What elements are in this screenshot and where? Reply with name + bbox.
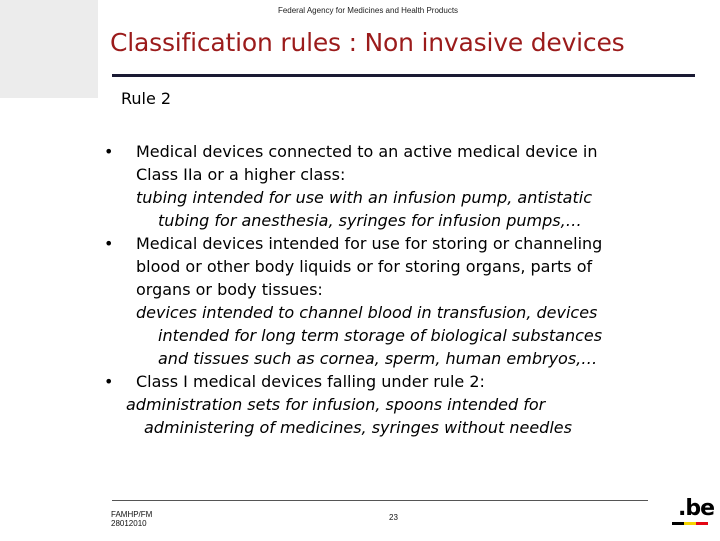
agency-name: Federal Agency for Medicines and Health Products — [277, 6, 459, 15]
footer-divider — [112, 500, 648, 501]
bullet-icon: • — [104, 372, 114, 391]
slide-body — [104, 140, 670, 439]
slide-title: Classification rules : Non invasive devices — [110, 28, 625, 57]
bullet-1-example-line1: tubing intended for use with an infusion pump, antistatic — [136, 188, 592, 207]
bullet-3-text-line1: Class I medical devices falling under rule 2: — [136, 372, 485, 391]
bullet-2-text-line1: Medical devices intended for use for storing or channeling — [136, 234, 603, 253]
bullet-item-3 — [104, 370, 670, 393]
bullet-2-text-line3: organs or body tissues: — [136, 280, 323, 299]
footer-org-code: FAMHP/FM — [111, 510, 153, 519]
page-number: 23 — [389, 513, 398, 522]
flag-stripe-red — [696, 522, 708, 525]
bullet-item-1 — [104, 140, 670, 163]
bullet-item-2 — [104, 232, 670, 255]
bullet-1-example-line2: tubing for anesthesia, syringes for infusion pumps,… — [158, 211, 582, 230]
be-logo-icon — [672, 496, 715, 526]
bullet-2-example-line2: intended for long term storage of biological substances — [158, 326, 603, 345]
be-logo-flag-bar — [672, 522, 708, 525]
title-underline — [112, 74, 695, 77]
flag-stripe-yellow — [684, 522, 696, 525]
bullet-2-example-line1: devices intended to channel blood in transfusion, devices — [136, 303, 598, 322]
rule-label: Rule 2 — [121, 89, 172, 108]
bullet-2-example-line3: and tissues such as cornea, sperm, human embryos,… — [158, 349, 598, 368]
be-logo-text: .be — [678, 496, 715, 521]
bullet-icon: • — [104, 234, 114, 253]
flag-stripe-black — [672, 522, 684, 525]
bullet-icon: • — [104, 142, 114, 161]
bullet-2-text-line2: blood or other body liquids or for storing organs, parts of — [136, 257, 593, 276]
bullet-3-example-line1: administration sets for infusion, spoons intended for — [126, 395, 546, 414]
bullet-3-example-line2: administering of medicines, syringes without needles — [144, 418, 572, 437]
footer-reference — [111, 510, 152, 528]
bullet-1-text-line1: Medical devices connected to an active medical device in — [136, 142, 598, 161]
bullet-1-text-line2: Class IIa or a higher class: — [136, 165, 346, 184]
footer-date-code: 28012010 — [111, 519, 147, 528]
